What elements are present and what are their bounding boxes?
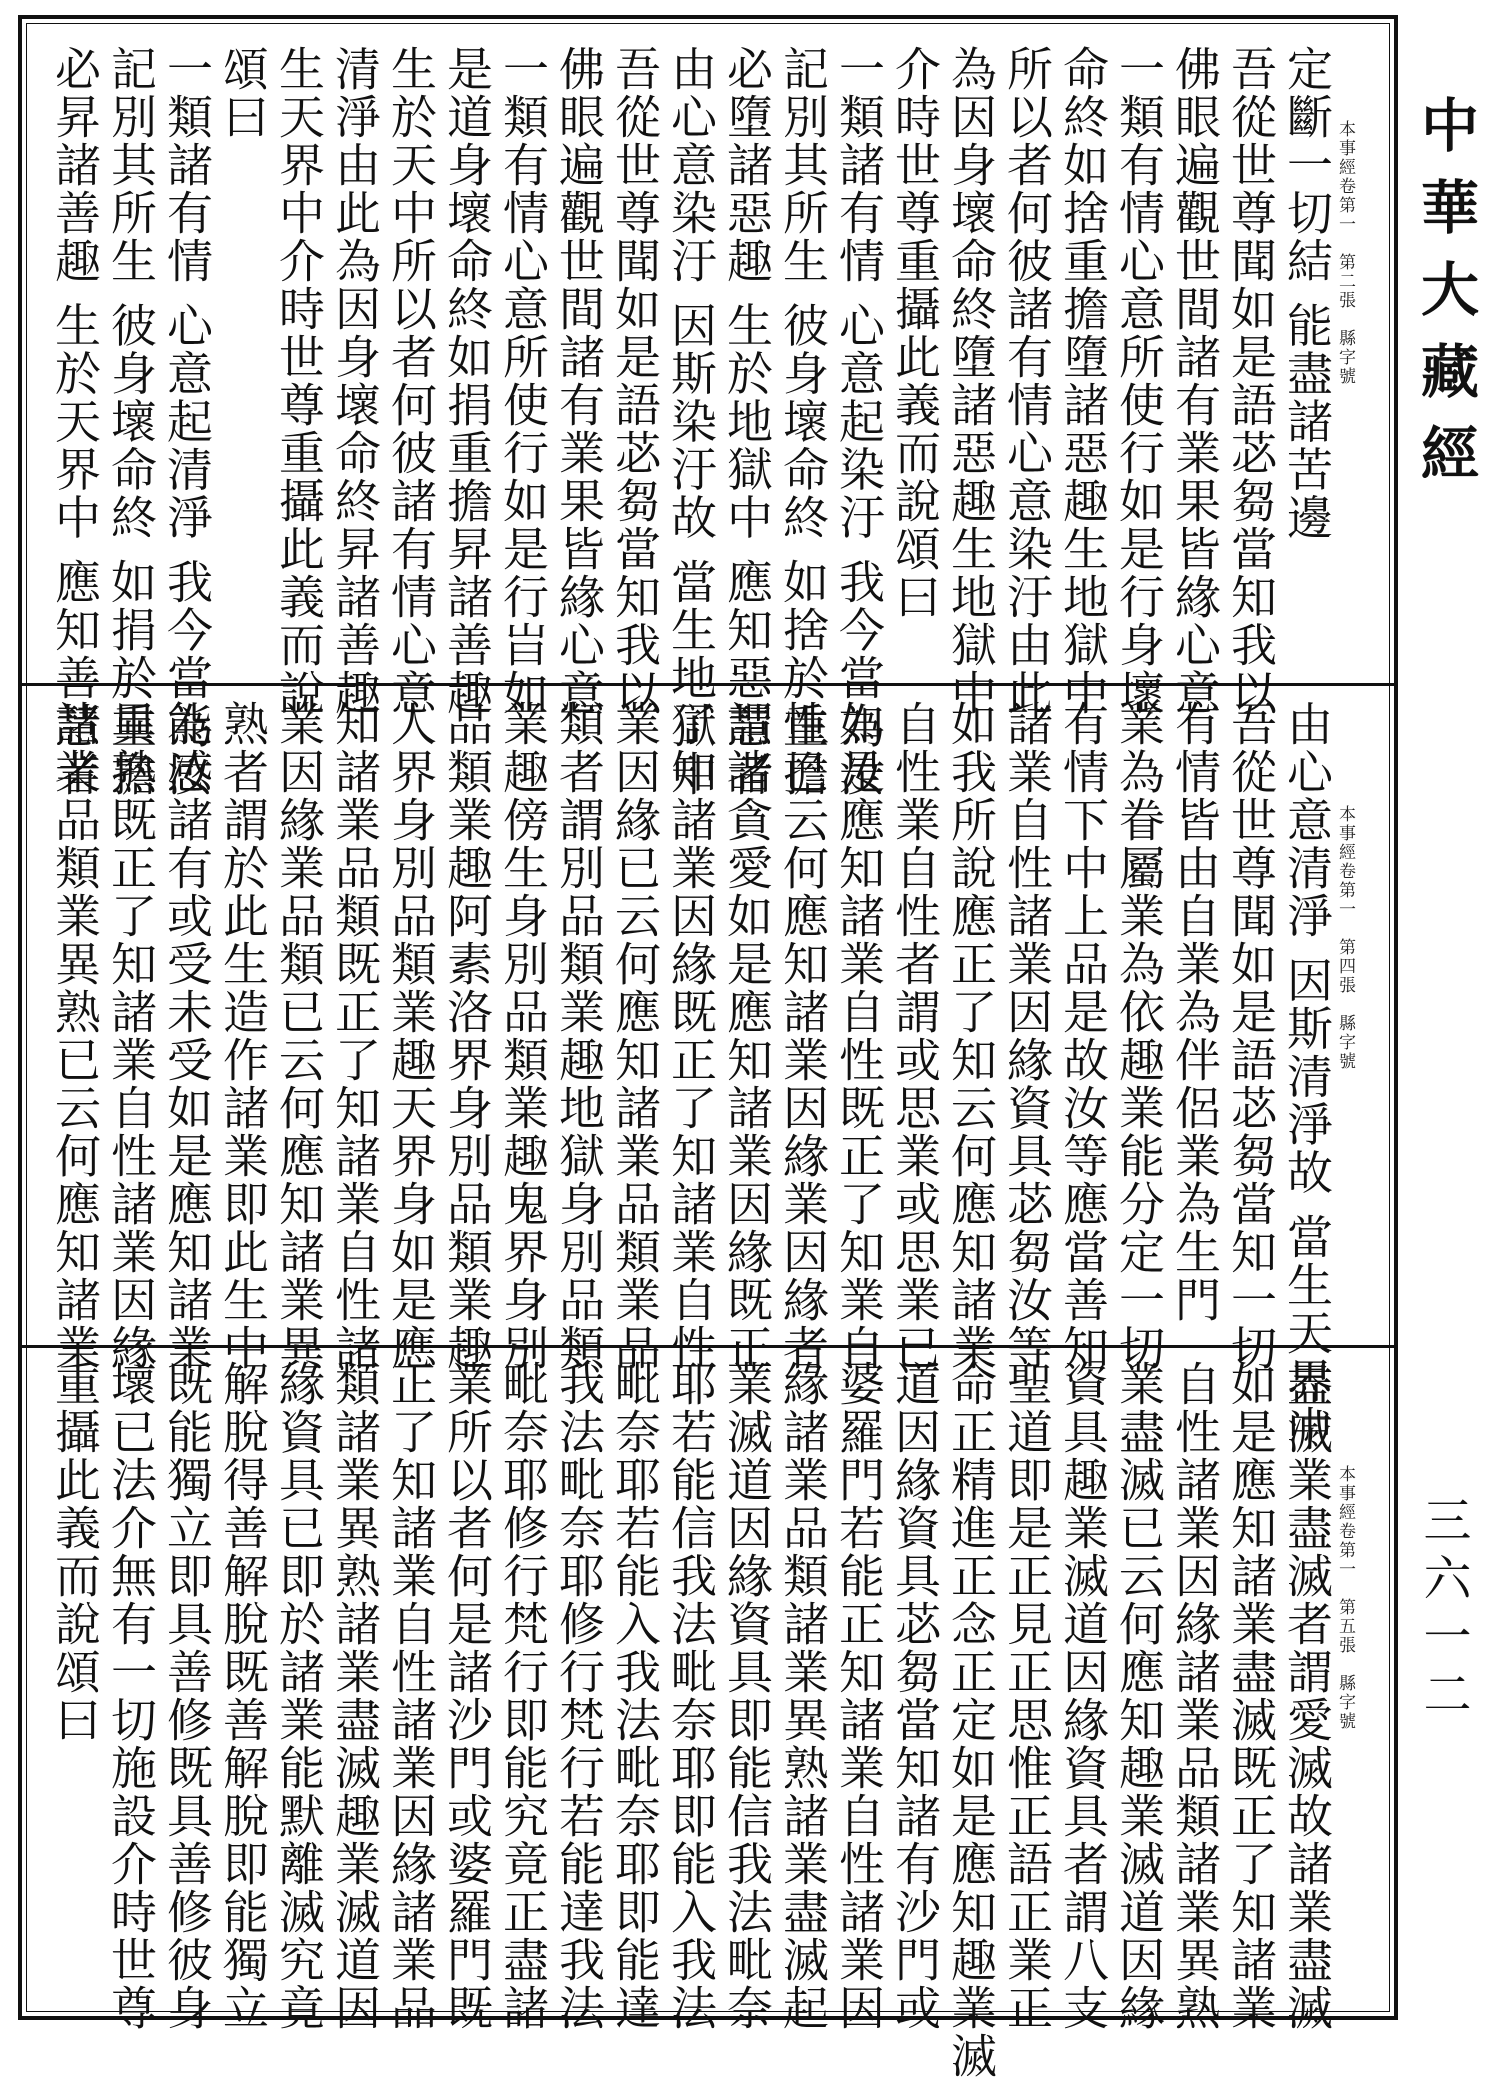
text-column: 記別其所生 彼身壞命終 如捨於重擔 [776,45,830,799]
text-column: 有情下中上品是故汝等應當善知 [1056,700,1110,1372]
text-column: 人界身別品類業趣天界身如是應 [384,700,438,1372]
text-column: 正了知諸業自性諸業因緣諸業品 [384,1360,438,2032]
text-column: 緣諸業品類諸業異熟諸業盡滅起 [776,1360,830,2032]
text-column: 性已云何應知諸業因緣業因緣者 [776,700,830,1372]
text-column: 能感諸有或受未受如是應知諸業 [160,700,214,1372]
text-column: 介時世尊重攝此義而說頌曰 [888,45,942,621]
text-column: 業趣傍生身別品類業趣鬼界身別 [496,700,550,1372]
text-panel-3 [40,1360,1335,2080]
text-column: 佛眼遍觀世間諸有業果皆緣心意 [552,45,606,717]
text-column: 由心意清淨 因斯清淨故 當生天界中 [1280,700,1334,1454]
gutter-note: 本事經卷第一 第四張 縣字號 [1335,805,1355,1071]
text-column: 謂諸貪愛如是應知諸業因緣既正 [720,700,774,1372]
text-column: 資具趣業滅道因緣資具者謂八支 [1056,1360,1110,2032]
text-column: 必昇諸善趣 生於天界中 應知善慧者 [48,45,102,799]
text-column: 如是應知諸業盡滅既正了知諸業 [1224,1360,1278,2032]
text-column: 業滅道因緣資具即能信我法毗奈 [720,1360,774,2032]
text-column: 重攝此義而說頌曰 [48,1360,102,1744]
text-column: 為因身壞命終墮諸惡趣生地獄中 [944,45,998,717]
text-column: 異熟既正了知諸業自性諸業因緣 [104,700,158,1372]
text-column: 耶若能信我法毗奈耶即能入我法 [664,1360,718,2032]
text-column: 類諸業異熟諸業盡滅趣業滅道因 [328,1360,382,2032]
text-column: 壞已法介無有一切施設介時世尊 [104,1360,158,2032]
text-column: 婆羅門若能正知諸業自性諸業因 [832,1360,886,2032]
gutter-note: 本事經卷第一 第五張 縣字號 [1335,1465,1355,1731]
text-column: 是道身壞命終如捐重擔昇諸善趣 [440,45,494,717]
text-column: 命正精進正念正定如是應知趣業滅 [944,1360,998,2080]
text-column: 熟者謂於此生造作諸業即此生中 [216,700,270,1372]
text-column: 一類有情心意所使行如是行㞱如 [496,45,550,717]
text-panel-2 [40,700,1335,1454]
text-column: 一類諸有情 心意起清淨 我今當為汝 [160,45,214,799]
text-column: 了知諸業因緣既正了知諸業自性 [664,700,718,1372]
text-column: 命終如捨重擔墮諸惡趣生地獄中 [1056,45,1110,717]
text-column: 定斷一切結 能盡諸苦邊 [1280,45,1334,542]
text-column: 頌曰 [216,45,270,141]
text-column: 業盡滅已云何應知趣業滅道因緣 [1112,1360,1166,2032]
text-column: 我法毗奈耶修行梵行若能達我法 [552,1360,606,2032]
text-column: 業為眷屬業為依趣業能分定一切 [1112,700,1166,1372]
text-column: 必墮諸惡趣 生於地獄中 應知惡慧者 [720,45,774,799]
text-column: 所以者何彼諸有情心意染汙由此 [1000,45,1054,717]
text-column: 聖道即是正見正思惟正語正業正 [1000,1360,1054,2032]
text-column: 吾從世尊聞如是語苾芻當知我以 [608,45,662,717]
text-column: 如我所說應正了知云何應知諸業 [944,700,998,1372]
text-column: 吾從世尊聞如是語苾芻當知我以 [1224,45,1278,717]
text-column: 清淨由此為因身壞命終昇諸善趣 [328,45,382,717]
text-column: 毗奈耶修行梵行即能究竟正盡諸 [496,1360,550,2032]
text-column: 業所以者何是諸沙門或婆羅門既 [440,1360,494,2032]
text-panel-1 [40,45,1335,799]
text-column: 緣資具已即於諸業能默離滅究竟 [272,1360,326,2032]
text-column: 盡滅業盡滅者謂愛滅故諸業盡滅 [1280,1360,1334,2032]
text-column: 如是應知諸業自性既正了知業自 [832,700,886,1372]
text-column: 佛眼遍觀世間諸有業果皆緣心意 [1168,45,1222,717]
text-column: 自性諸業因緣諸業品類諸業異熟 [1168,1360,1222,2032]
text-column: 由心意染汙 因斯染汙故 當生地獄中 [664,45,718,799]
collection-title: 中華大藏經 [1411,95,1479,505]
text-column: 道因緣資具苾芻當知諸有沙門或 [888,1360,942,2032]
text-column: 知諸業品類既正了知諸業自性諸 [328,700,382,1372]
text-column: 諸業品類業異熟已云何應知諸業 [48,700,102,1372]
page-number: 三六一二 [1415,1495,1471,1727]
text-column: 類者謂別品類業趣地獄身別品類 [552,700,606,1372]
text-column: 生於天中所以者何彼諸有情心意 [384,45,438,717]
text-column: 吾從世尊聞如是語苾芻當知一切 [1224,700,1278,1372]
text-column: 一類諸有情 心意起染汙 我今當為汝 [832,45,886,799]
text-column: 業因緣已云何應知諸業品類業品 [608,700,662,1372]
text-column: 有情皆由自業為伴侶業為生門 [1168,700,1222,1324]
text-column: 毗奈耶若能入我法毗奈耶即能達 [608,1360,662,2032]
text-column: 既能獨立即具善修既具善修彼身 [160,1360,214,2032]
text-column: 諸業自性諸業因緣資具苾芻汝等 [1000,700,1054,1372]
text-column: 生天界中介時世尊重攝此義而說 [272,45,326,717]
text-column: 解脫得善解脫既善解脫即能獨立 [216,1360,270,2032]
text-column: 一類有情心意所使行如是行身壞 [1112,45,1166,717]
text-column: 記別其所生 彼身壞命終 如捐於重擔 [104,45,158,799]
text-column: 業因緣業品類已云何應知諸業異 [272,700,326,1372]
gutter-note: 本事經卷第一 第二張 縣字號 [1335,120,1355,386]
text-column: 自性業自性者謂或思業或思業已 [888,700,942,1372]
text-column: 品類業趣阿素洛界身別品類業趣 [440,700,494,1372]
